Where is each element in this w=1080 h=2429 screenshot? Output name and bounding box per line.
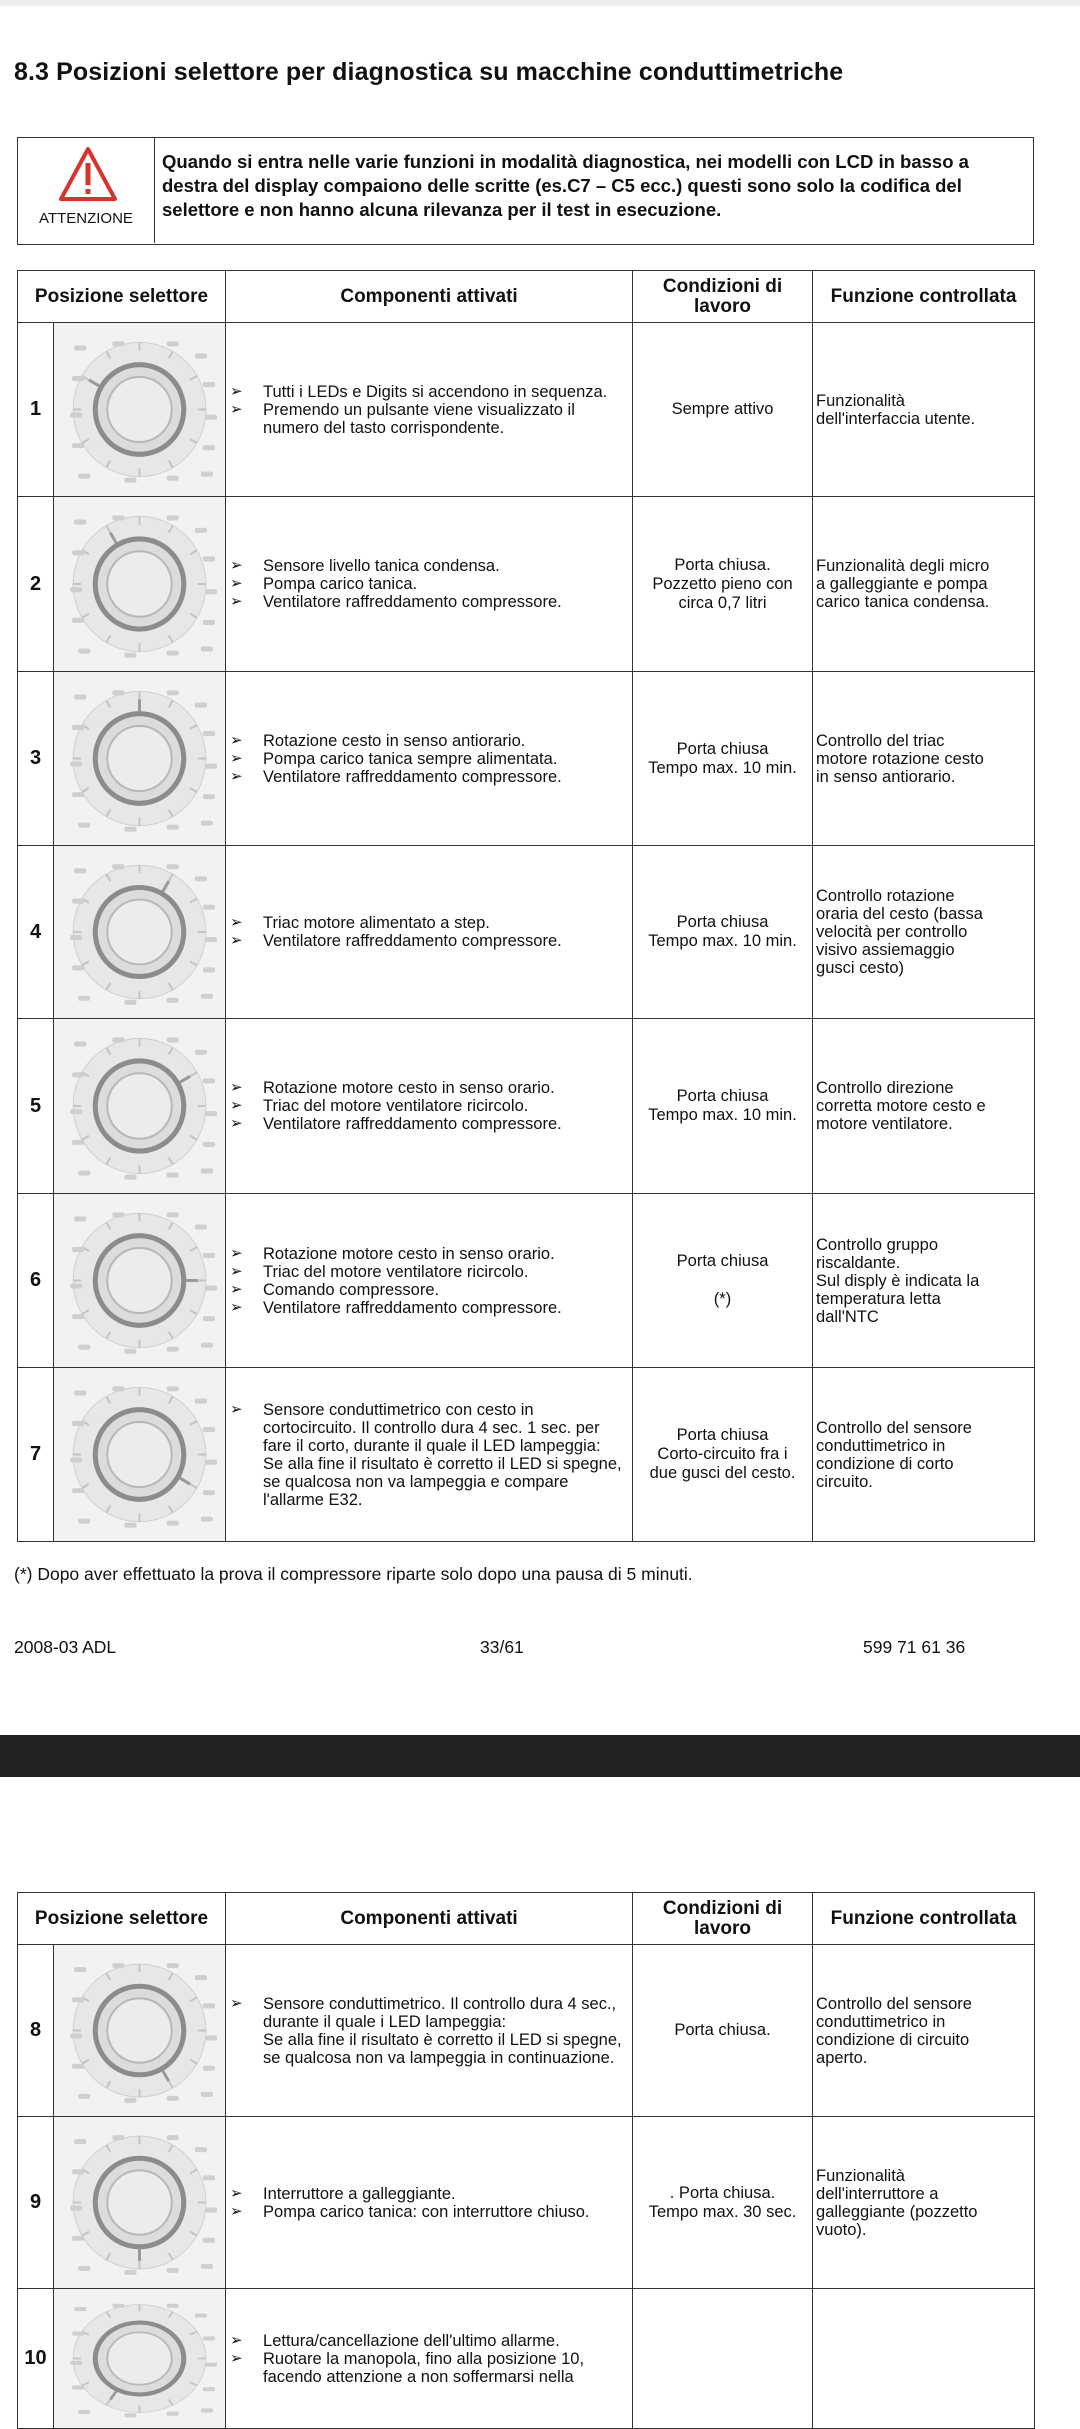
components-cell: [226, 1019, 633, 1194]
header-components: Componenti attivati: [226, 271, 633, 323]
cell-line: due gusci del cesto.: [649, 1464, 796, 1482]
cell-line: [635, 1271, 810, 1290]
table-row: [18, 323, 1035, 497]
function-cell: [813, 672, 1035, 846]
cell-line: in senso antiorario.: [816, 767, 956, 786]
cell-line: oraria del cesto (bassa: [816, 905, 983, 923]
cell-line: Tempo max. 10 min.: [648, 932, 797, 950]
selector-dial-image: [54, 497, 226, 672]
footer-code: 599 71 61 36: [863, 1637, 966, 1657]
cell-line: Porta chiusa: [676, 913, 769, 931]
selector-position-number: 10: [18, 2289, 54, 2429]
cell-line: vuoto).: [816, 2220, 867, 2239]
function-cell: [813, 1945, 1035, 2117]
cell-line: dell'interruttore a: [816, 2184, 939, 2203]
selector-dial-icon: [54, 1194, 225, 1367]
selector-dial-image: [54, 672, 226, 846]
table-row: [18, 672, 1035, 846]
component-item: ➢ Pompa carico tanica sempre alimentata.: [228, 750, 626, 768]
component-item: ➢ Sensore conduttimetrico. Il controllo dura 4 sec., durante il quale i LED lampeggia: Se alla fine il risultato è corretto il LED si spegne, se qualcosa non va lampeggia in continuazione.: [228, 1995, 626, 2067]
component-item: ➢ Ventilatore raffreddamento compressore.: [228, 1299, 626, 1317]
cell-line: motore ventilatore.: [816, 1115, 953, 1133]
conditions-cell: [633, 323, 813, 497]
table-row: [18, 2289, 1035, 2429]
component-item: ➢ Triac del motore ventilatore ricircolo.: [228, 1097, 626, 1115]
cell-line: Tempo max. 30 sec.: [648, 2202, 797, 2221]
table-row: [18, 497, 1035, 672]
header-function: Funzione controllata: [813, 271, 1035, 323]
cell-line: riscaldante.: [816, 1253, 901, 1272]
component-item: ➢ Tutti i LEDs e Digits si accendono in sequenza.: [228, 383, 626, 401]
cell-line: corretta motore cesto e: [816, 1097, 986, 1115]
conditions-cell: [633, 2117, 813, 2289]
cell-line: velocità per controllo: [816, 923, 968, 941]
function-cell: [813, 323, 1035, 497]
cell-line: galleggiante (pozzetto: [816, 2202, 978, 2221]
component-item: ➢ Ventilatore raffreddamento compressore.: [228, 1115, 626, 1133]
cell-line: Controllo del sensore: [816, 1994, 972, 2013]
component-item: ➢ Lettura/cancellazione dell'ultimo allarme.: [228, 2332, 626, 2350]
selector-position-number: 6: [18, 1194, 54, 1368]
selector-dial-image: [54, 2117, 226, 2289]
cell-line: Porta chiusa: [676, 739, 769, 758]
selector-position-number: 5: [18, 1019, 54, 1194]
selector-dial-image: [54, 2289, 226, 2429]
conditions-cell: [633, 1945, 813, 2117]
selector-dial-image: [54, 846, 226, 1019]
function-cell: [813, 2117, 1035, 2289]
selector-dial-image: [54, 1368, 226, 1542]
selector-position-number: 3: [18, 672, 54, 846]
component-item: ➢ Pompa carico tanica: con interruttore chiuso.: [228, 2203, 626, 2221]
components-cell: [226, 323, 633, 497]
cell-line: Controllo gruppo: [816, 1235, 939, 1254]
cell-line: (*): [713, 1290, 732, 1308]
component-item: ➢ Triac del motore ventilatore ricircolo.: [228, 1263, 626, 1281]
cell-line: Controllo rotazione: [816, 887, 955, 905]
component-item: ➢ Ventilatore raffreddamento compressore.: [228, 593, 626, 611]
function-cell: [813, 1019, 1035, 1194]
function-cell: [813, 1368, 1035, 1542]
cell-line: circuito.: [816, 1472, 873, 1491]
cell-line: Funzionalità degli micro: [816, 557, 990, 575]
component-item: ➢ Rotazione cesto in senso antiorario.: [228, 732, 626, 750]
footer-date: 2008-03 ADL: [14, 1637, 117, 1657]
components-cell: [226, 497, 633, 672]
cell-line: Pozzetto pieno con: [652, 574, 793, 593]
header-components: Componenti attivati: [226, 1893, 633, 1945]
page-edge: [0, 0, 1080, 6]
cell-line: Porta chiusa: [676, 1426, 769, 1444]
cell-line: dall'NTC: [816, 1307, 879, 1326]
warning-text: Quando si entra nelle varie funzioni in modalità diagnostica, nei modelli con LCD in basso a destra del display compaiono delle scritte (es.C7 – C5 ecc.) questi sono solo la codifica del selettore e non hanno alcuna rilevanza per il test in esecuzione.: [162, 151, 969, 220]
table-row: [18, 1194, 1035, 1368]
cell-line: conduttimetrico in: [816, 2012, 946, 2031]
cell-line: Sempre attivo: [671, 400, 774, 418]
function-cell: [813, 2289, 1035, 2429]
component-item: ➢ Triac motore alimentato a step.: [228, 914, 626, 932]
selector-dial-icon: [54, 1368, 225, 1541]
cell-line: condizione di corto: [816, 1454, 954, 1473]
conditions-cell: [633, 2289, 813, 2429]
component-item: ➢ Sensore conduttimetrico con cesto in cortocircuito. Il controllo dura 4 sec. 1 sec. per fare il corto, durante il quale il LED lampeggia: Se alla fine il risultato è corretto il LED si spegne, se qualcosa non va lampeggia e compare l'allarme E32.: [228, 1401, 626, 1509]
cell-line: Funzionalità: [816, 2166, 905, 2185]
cell-line: Porta chiusa.: [674, 555, 771, 574]
component-item: ➢ Rotazione motore cesto in senso orario.: [228, 1245, 626, 1263]
cell-line: temperatura letta: [816, 1289, 941, 1308]
selector-dial-icon: [54, 1945, 225, 2116]
warning-triangle-icon: [58, 146, 118, 202]
selector-dial-icon: [54, 497, 225, 671]
cell-line: circa 0,7 litri: [678, 593, 767, 612]
cell-line: Sul disply è indicata la: [816, 1271, 980, 1290]
cell-line: aperto.: [816, 2048, 868, 2067]
cell-line: visivo assiemaggio: [816, 941, 955, 959]
table-row: [18, 1368, 1035, 1542]
section-title: 8.3 Posizioni selettore per diagnostica su macchine conduttimetriche: [14, 58, 844, 86]
cell-line: Tempo max. 10 min.: [648, 1106, 797, 1124]
table-row: [18, 2117, 1035, 2289]
component-item: ➢ Sensore livello tanica condensa.: [228, 557, 626, 575]
cell-line: motore rotazione cesto: [816, 749, 984, 768]
cell-line: conduttimetrico in: [816, 1436, 946, 1455]
selector-position-number: 8: [18, 1945, 54, 2117]
component-item: ➢ Interruttore a galleggiante.: [228, 2185, 626, 2203]
component-item: ➢ Pompa carico tanica.: [228, 575, 626, 593]
table-row: [18, 1019, 1035, 1194]
component-item: ➢ Ventilatore raffreddamento compressore.: [228, 768, 626, 786]
cell-line: Tempo max. 10 min.: [648, 758, 797, 777]
footnote: (*) Dopo aver effettuato la prova il compressore riparte solo dopo una pausa di 5 minuti.: [14, 1564, 693, 1584]
function-cell: [813, 1194, 1035, 1368]
cell-line: . Porta chiusa.: [669, 2183, 776, 2202]
header-conditions: Condizioni di lavoro: [633, 1893, 813, 1945]
selector-position-number: 4: [18, 846, 54, 1019]
cell-line: Porta chiusa: [676, 1252, 769, 1270]
conditions-cell: [633, 1019, 813, 1194]
header-conditions: Condizioni di lavoro: [633, 271, 813, 323]
components-cell: [226, 1368, 633, 1542]
components-cell: [226, 2289, 633, 2429]
header-function: Funzione controllata: [813, 1893, 1035, 1945]
cell-line: Porta chiusa.: [674, 2021, 771, 2039]
selector-position-number: 7: [18, 1368, 54, 1542]
cell-line: Porta chiusa: [676, 1087, 769, 1105]
component-item: ➢ Comando compressore.: [228, 1281, 626, 1299]
function-cell: [813, 497, 1035, 672]
component-item: ➢ Ruotare la manopola, fino alla posizione 10, facendo attenzione a non soffermarsi nella: [228, 2350, 626, 2386]
selector-dial-icon: [54, 846, 225, 1018]
cell-line: a galleggiante e pompa: [816, 575, 988, 593]
component-item: ➢ Rotazione motore cesto in senso orario.: [228, 1079, 626, 1097]
selector-position-number: 9: [18, 2117, 54, 2289]
selector-dial-icon: [54, 323, 225, 496]
warning-label: ATTENZIONE: [39, 210, 133, 227]
warning-icon-cell: [18, 138, 155, 243]
function-cell: [813, 846, 1035, 1019]
table-row: [18, 1945, 1035, 2117]
selector-dial-image: [54, 1194, 226, 1368]
component-item: ➢ Ventilatore raffreddamento compressore.: [228, 932, 626, 950]
selector-dial-image: [54, 323, 226, 497]
header-position: Posizione selettore: [18, 1893, 226, 1945]
selector-position-number: 2: [18, 497, 54, 672]
warning-box: [17, 137, 1034, 245]
components-cell: [226, 2117, 633, 2289]
components-cell: [226, 846, 633, 1019]
selector-dial-icon: [54, 2117, 225, 2288]
cell-line: carico tanica condensa.: [816, 593, 990, 611]
selector-dial-icon: [54, 1019, 225, 1193]
footer-page-number: 33/61: [480, 1637, 524, 1657]
cell-line: Controllo direzione: [816, 1079, 954, 1097]
conditions-cell: [633, 1368, 813, 1542]
components-cell: [226, 672, 633, 846]
header-position: Posizione selettore: [18, 271, 226, 323]
cell-line: gusci cesto): [816, 959, 905, 977]
conditions-cell: [633, 846, 813, 1019]
components-cell: [226, 1194, 633, 1368]
conditions-cell: [633, 672, 813, 846]
conditions-cell: [633, 497, 813, 672]
components-cell: [226, 1945, 633, 2117]
cell-line: Corto-circuito fra i: [657, 1445, 788, 1463]
cell-line: Funzionalità: [816, 391, 905, 410]
diagnostic-table-continued: [17, 1892, 1035, 2429]
cell-line: Controllo del sensore: [816, 1418, 972, 1437]
conditions-cell: [633, 1194, 813, 1368]
selector-dial-image: [54, 1945, 226, 2117]
cell-line: dell'interfaccia utente.: [816, 409, 976, 428]
cell-line: condizione di circuito: [816, 2030, 970, 2049]
table-row: [18, 846, 1035, 1019]
selector-dial-image: [54, 1019, 226, 1194]
cell-line: Controllo del triac: [816, 731, 945, 750]
diagnostic-table: [17, 270, 1035, 1542]
selector-dial-icon: [54, 2289, 225, 2428]
component-item: ➢ Premendo un pulsante viene visualizzato il numero del tasto corrispondente.: [228, 401, 626, 437]
selector-position-number: 1: [18, 323, 54, 497]
page-separator: [0, 1735, 1080, 1777]
selector-dial-icon: [54, 672, 225, 845]
